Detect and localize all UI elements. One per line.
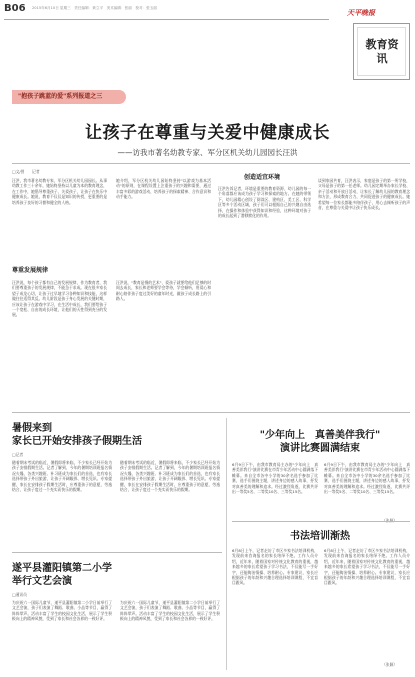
article-right-headline-line1: "少年向上 真善美伴我行" [259, 430, 381, 441]
article-right2-body-col2: 6月8日上午，记者走访了市区多家书法培训机构，发现前来咨询报名的家长络绎不绝。工作人员介绍，近年来，随着国家对传统文化教育的重视，越来越多的家长希望孩子学习书法，不仅能写一手好字，还能陶冶情操、培养耐心。专家建议，家长应根据孩子的年龄和兴趣合理选择培训课程，不宜盲目跟风。 [324, 548, 410, 586]
article-right-body-col2: 6月9日下午，由我市教育局主办的"少年向上 真善美伴我行"演讲比赛在市青少年活动中心圆满落下帷幕。来自全市各中小学的30余名选手参加了比赛，选手们围绕主题，讲述身边的感人故事，抒发对真善美的理解和追求。经过激烈角逐，比赛共评出一等奖5名、二等奖10名、三等奖15名。 [324, 462, 410, 495]
main-col1-subhead: 尊重发展规律 [12, 267, 49, 274]
article-left-body-col2: 随着期末考试的临近，暑假即将来临，不少家长已经开始为孩子安排假期生活。记者了解到，今年的暑期培训班报名情况火爆，各类兴趣班、补习班成为家长们的首选，也有家长选择带孩子外出旅游，让孩子开阔眼界、增长见识。专家提醒，家长在安排孩子假期生活时，应尊重孩子的意愿，劳逸结合，让孩子度过一个充实而快乐的假期。 [120, 460, 220, 493]
article-left-headline-line2: 家长已开始安排孩子假期生活 [12, 436, 142, 447]
main-byline: □文/图 记者 [12, 169, 48, 174]
header-rule [4, 19, 329, 20]
main-headline: 让孩子在尊重与关爱中健康成长 [85, 123, 330, 143]
article-left2-byline: □通讯员 [12, 592, 35, 597]
main-subheadline: ——访我市著名幼教专家、军分区机关幼儿园园长汪洪 [117, 148, 298, 157]
article-right-headline-line2: 演讲比赛圆满结束 [280, 443, 360, 454]
main-col3-paragraph: 汪洪告诉记者，环境是重要的教育资源，幼儿园的每一个角落都应该成为孩子学习和探索的地方。在她的带领下，幼儿园精心创设了阅读区、建构区、美工区、科学区等多个活动区域，孩子们可以根据自己的兴趣自由选择，在操作和体验中获得知识和经验，这种环境对孩子的成长起到了潜移默化的作用。 [218, 186, 311, 219]
series-label: "抱孩子跳蓝的爱"系列报道之三 [12, 90, 126, 104]
article-left2-body-col2: 为庆祝六一国际儿童节，遂平县灌阳镇第二小学日前举行了文艺会演，孩子们表演了舞蹈、歌曲、小品等节目，赢得了阵阵掌声。活动丰富了学生的校园文化生活，展示了学生积极向上的精神风貌，受到了家长和社会各界的一致好评。 [120, 600, 220, 622]
article-left-byline: □记者 [12, 452, 31, 457]
article-left2-body-col1: 为庆祝六一国际儿童节，遂平县灌阳镇第二小学日前举行了文艺会演，孩子们表演了舞蹈、歌曲、小品等节目，赢得了阵阵掌声。活动丰富了学生的校园文化生活，展示了学生积极向上的精神风貌，受到了家长和社会各界的一致好评。 [12, 600, 112, 622]
main-col3-subhead: 创造适宜环境 [244, 174, 281, 181]
column-divider [226, 418, 227, 670]
article-left-headline-line1: 暑假来到 [12, 423, 52, 434]
article-left-body-col1: 随着期末考试的临近，暑假即将来临，不少家长已经开始为孩子安排假期生活。记者了解到，今年的暑期培训班报名情况火爆，各类兴趣班、补习班成为家长们的首选，也有家长选择带孩子外出旅游，让孩子开阔眼界、增长见识。专家提醒，家长在安排孩子假期生活时，应尊重孩子的意愿，劳逸结合，让孩子度过一个充实而快乐的假期。 [12, 460, 112, 493]
main-col4-paragraph: 谈到家园共育，汪洪表示，家庭是孩子的第一所学校，父母是孩子的第一任老师。幼儿园定期举办家长学校、亲子活动和开放日活动，让家长了解幼儿园的教育理念和方法，形成教育合力，共同促进孩子的健康成长。她希望每一位家长都能多陪伴孩子，用心去倾听孩子的声音，在尊重与关爱中让孩子快乐成长。 [318, 178, 410, 211]
main-col1-paragraph: 汪洪，我市著名幼教专家，军分区机关幼儿园园长。从事幼教工作三十余年，她始终坚持以儿童为本的教育理念，在工作中，她倡导尊重孩子、关爱孩子，让孩子在快乐中健康成长。她说，教育不仅仅是知识的传授，更重要的是培养孩子良好的习惯和健全的人格。 [12, 178, 107, 205]
headline-rule [12, 163, 410, 164]
article-right2-reporter: （张颖） [382, 662, 398, 667]
masthead-meta: 2015年6月10日 星期三 责任编辑：黄立平 美术编辑：张丽 校对：张玉丽 [32, 6, 157, 10]
section-title: 教育资讯 [365, 38, 399, 65]
main-col1-paragraph2: 汪洪说，每个孩子都有自己的发展规律，作为教育者，我们要尊重孩子的发展规律，不能急于求成。现在很多家长望子成龙心切，让孩子过早地学习各种知识和技能，这样做往往适得其反。幼儿阶段是孩子身心发展的关键时期，应该让孩子在游戏中学习，在生活中成长，我们要给孩子一个宽松、自由的成长环境，让他们的天性得到充分的发展。 [12, 280, 107, 318]
right-rule [232, 521, 410, 522]
main-col2-paragraph2: 汪洪说，"教育是慢的艺术"，爱孩子就要给他们足够的时间去成长，家长和老师要学会等待，学会倾听，用爱心和耐心陪伴孩子度过美好的童年时光，做孩子成长路上的引路人。 [116, 280, 211, 302]
article-left-headline [12, 422, 142, 448]
article-right-headline [230, 429, 410, 455]
left-rule [12, 552, 222, 553]
main-col2-paragraph: 她介绍，军分区机关幼儿园始终坚持"以游戏为基本活动"的原则，在课程设置上注重孩子的兴趣和需要，通过丰富多彩的游戏活动，培养孩子的探索精神、合作意识和动手能力。 [116, 178, 211, 200]
article-right-body-col1: 6月9日下午，由我市教育局主办的"少年向上 真善美伴我行"演讲比赛在市青少年活动中心圆满落下帷幕。来自全市各中小学的30余名选手参加了比赛，选手们围绕主题，讲述身边的感人故事，抒发对真善美的理解和追求。经过激烈角逐，比赛共评出一等奖5名、二等奖10名、三等奖15名。 [232, 462, 318, 495]
section-rule [12, 412, 410, 413]
article-left2-headline-line2: 举行文艺会演 [12, 576, 72, 587]
article-right2-headline: 书法培训渐热 [290, 531, 350, 542]
page-number: B06 [4, 3, 26, 14]
brand-logo: 天平晚报 [347, 9, 375, 17]
article-left2-headline-line1: 遂平县灌阳镇第二小学 [12, 563, 112, 574]
article-left2-headline [12, 562, 112, 588]
article-right2-body-col1: 6月8日上午，记者走访了市区多家书法培训机构，发现前来咨询报名的家长络绎不绝。工作人员介绍，近年来，随着国家对传统文化教育的重视，越来越多的家长希望孩子学习书法，不仅能写一手好字，还能陶冶情操、培养耐心。专家建议，家长应根据孩子的年龄和兴趣合理选择培训课程，不宜盲目跟风。 [232, 548, 318, 586]
